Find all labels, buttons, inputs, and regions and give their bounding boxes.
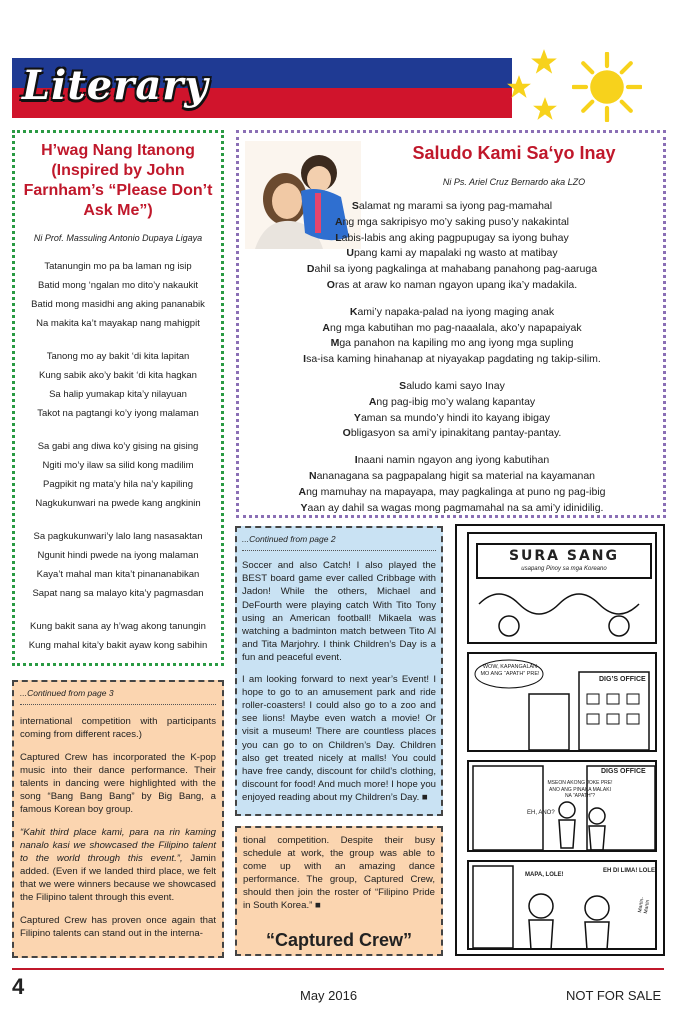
- right-poem-title: Saludo Kami Sa‘yo Inay: [412, 143, 616, 163]
- right-poem-box: [236, 130, 666, 518]
- poem-line-text: ami’y napaka-palad na iyong maging anak: [357, 305, 555, 318]
- comic-sign: DIG’S OFFICE: [599, 676, 646, 683]
- section-title: Literary: [22, 62, 209, 109]
- poem-stanza: [21, 527, 215, 603]
- poem-line-text: alamat ng marami sa iyong pag-mamahal: [358, 200, 553, 212]
- poem-line: [245, 411, 659, 427]
- poem-line-text: aan ay dahil sa wagas mong pagmamahal na sa ami’y idinidilig.: [307, 501, 604, 514]
- poem-line: Na makita ka’t mayakap nang mahigpit: [36, 318, 200, 329]
- acrostic-letter: S: [399, 379, 407, 392]
- poem-line-text: pang kami ay mapalaki ng wasto at matibay: [353, 247, 558, 260]
- right-poem-author: Ni Ps. Ariel Cruz Bernardo aka LZO: [442, 177, 586, 187]
- poem-line-text: naani namin ngayon ang iyong kabutihan: [357, 454, 550, 467]
- poem-line: [245, 262, 659, 278]
- article-paragraph: Captured Crew has incorporated the K-pop music into their dance performance. Their talents in dancing were highlighted with the song “Bang Bang Bang” by Big Bang, a famous Korean boy group.: [20, 752, 216, 815]
- poem-line-text: ras at araw ko naman ngayon upang ika’y madakila.: [334, 278, 578, 291]
- comic-speech-bubble: WOW, KAPANGALAN MO ANG “APATH” PRE!: [480, 664, 540, 677]
- article-quote-paragraph: [20, 826, 216, 904]
- poem-line-text: sa-isa kaming hinahanap at niyayakap pagdating ng takip-silim.: [306, 353, 601, 366]
- acrostic-letter: Y: [353, 411, 361, 424]
- article-quote: “Kahit third place kami, para na rin kaming nanalo kasi we showcased the Filipino talent to the world through this event.”,: [20, 827, 216, 864]
- acrostic-letter: D: [306, 263, 315, 276]
- continued-label: ...Continued from page 2: [242, 534, 436, 551]
- poem-line: [245, 231, 659, 247]
- page-number: 4: [12, 974, 25, 999]
- poem-stanza: [21, 347, 215, 423]
- poem-line: Ngiti mo’y ilaw sa silid kong madilim: [42, 460, 194, 471]
- poem-stanza: [245, 199, 659, 294]
- acrostic-letter: L: [335, 231, 342, 244]
- comic-speech-bubble: MAPA, LOLE!: [525, 872, 564, 878]
- article-quote-tail: Jamin added. (Even if we landed third place, we felt that we were winners because we showcased the Filipino talent through this event.: [20, 853, 216, 903]
- article-paragraph: I am looking forward to next year’s Event! I hope to go to an amusement park and ride roller-coasters! I could also go to a zoo and see lions! Maybe even watch a movie! Or visit a museum! There are countless places you can go to on Children’s Day. Children also get treated nicely at malls! You could have free candy, discount for child’s clothing, discount for food! And much more! I hope you enjoyed reading about my Children’s Day. ■: [242, 673, 436, 804]
- poem-line: Kaya’t mahal man kita’t pinananabikan: [36, 569, 200, 580]
- acrostic-letter: S: [351, 200, 359, 212]
- poem-line: Tatanungin mo pa ba laman ng isip: [44, 261, 192, 272]
- poem-line: [245, 485, 659, 501]
- continued-label: ...Continued from page 3: [20, 688, 216, 705]
- poem-line: [245, 246, 659, 262]
- poem-line: Pagpikit ng mata’y hila na’y kapiling: [43, 479, 193, 490]
- article-paragraph: tional competition. Despite their busy schedule at work, the group was able to come up with an amazing dance performance. The group, Captured Crew, should then join the roster of “Filipino Pride in South Korea.” ■: [243, 835, 435, 911]
- poem-stanza: [245, 305, 659, 368]
- left-poem-title: H’wag Nang Itanong (Inspired by John Farnham’s “Please Don’t Ask Me”): [23, 142, 213, 219]
- comic-strip: [455, 524, 665, 956]
- comic-signature: Martin-Martin: [637, 896, 652, 915]
- poem-line-text: ng mamuhay na mapayapa, may pagkalinga at puno ng pag-ibig: [306, 485, 606, 498]
- left-poem-box: [12, 130, 224, 666]
- comic-panel-title: [467, 532, 657, 644]
- acrostic-letter: I: [303, 353, 307, 366]
- poem-line-text: ng mga sakripisyo mo’y saking puso’y nakakintal: [342, 215, 570, 228]
- acrostic-letter: K: [349, 305, 358, 318]
- poem-line-text: abis-labis ang aking pagpupugay sa iyong buhay: [341, 231, 569, 244]
- poem-line-text: ahil sa iyong pagkalinga at mahabang panahong pag-aaruga: [314, 263, 598, 276]
- poem-line: Kung bakit sana ay h’wag akong tanungin: [30, 621, 206, 632]
- poem-line: [245, 453, 659, 469]
- poem-line: Tanong mo ay bakit ‘di kita lapitan: [46, 351, 190, 362]
- issue-date: May 2016: [300, 988, 358, 1003]
- poem-stanza: [21, 617, 215, 655]
- footer-divider: [12, 968, 664, 970]
- poem-line: Sa pagkukunwari’y lalo lang nasasaktan: [33, 531, 203, 542]
- not-for-sale-note: NOT FOR SALE: [566, 988, 662, 1003]
- poem-line: [245, 352, 659, 368]
- poem-line: [245, 379, 659, 395]
- comic-speech-bubble: EH DI LIMA! LOLE: [603, 868, 655, 874]
- poem-stanza: [245, 379, 659, 442]
- poem-line: Sapat nang sa malayo kita’y pagmasdan: [32, 588, 204, 599]
- left-poem-author: Ni Prof. Massuling Antonio Dupaya Ligaya: [33, 233, 203, 243]
- poem-line-text: ng mga kabutihan mo pag-naaalala, ako’y napapaiyak: [330, 321, 582, 334]
- poem-line: [245, 199, 659, 215]
- poem-line-text: ng pag-ibig mo’y walang kapantay: [376, 395, 536, 408]
- poem-line: Nagkukunwari na pwede kang angkinin: [35, 498, 201, 509]
- poem-line: Takot na pagtangi ko’y iyong malaman: [37, 408, 199, 419]
- poem-line-text: ananagana sa pagpapalang higit sa material na kayamanan: [316, 469, 596, 482]
- acrostic-letter: A: [368, 395, 377, 408]
- article-paragraph: Soccer and also Catch! I also played the BEST board game ever called Cribbage with Jadon! While the others, Michael and DeFourth were playing catch With Tito Tony using an American football! Mikaela was watching a badminton match between Tito Al and Tita Marjohry. I think Children’s Day is a fun and peaceful event.: [242, 560, 436, 664]
- acrostic-letter: N: [308, 469, 317, 482]
- right-poem-stanzas: [245, 199, 659, 527]
- article-continued-box: [12, 680, 224, 958]
- star-icon: [530, 48, 558, 76]
- comic-title: SURA SANG: [508, 548, 620, 564]
- poem-line: [245, 426, 659, 442]
- poem-line: Kung mahal kita’y bakit ayaw kong sabihin: [28, 640, 208, 651]
- article-paragraph: international competition with participants coming from different races.): [20, 716, 216, 740]
- acrostic-letter: O: [326, 278, 335, 291]
- acrostic-letter: A: [298, 485, 307, 498]
- poem-line: Ngunit hindi pwede na iyong malaman: [37, 550, 199, 561]
- poem-line: Batid mong ‘ngalan mo dito’y nakaukit: [37, 280, 198, 291]
- article-title: “Captured Crew”: [265, 930, 413, 950]
- acrostic-letter: A: [334, 215, 343, 228]
- star-icon: [506, 74, 532, 100]
- poem-line: Kung sabik ako’y bakit ‘di kita hagkan: [39, 370, 197, 381]
- poem-line: [245, 305, 659, 321]
- poem-line: [245, 336, 659, 352]
- acrostic-letter: A: [322, 321, 330, 334]
- comic-speech-bubble: MSEON AKONG JOKE PRE! ANO ANG PINAKA MALAKI NA “APATH”?: [547, 780, 613, 799]
- comic-speech-bubble: EH, ANO?: [527, 810, 555, 816]
- poem-line: [245, 321, 659, 337]
- poem-line: [245, 395, 659, 411]
- poem-line-text: bligasyon sa ami’y ipinakitang pantay-pantay.: [350, 427, 562, 440]
- acrostic-letter: M: [330, 337, 340, 350]
- poem-line: Sa halip yumakap kita’y nilayuan: [49, 389, 187, 400]
- poem-line: [245, 501, 659, 517]
- childrens-day-box: [235, 526, 443, 816]
- poem-line: Batid mong masidhi ang aking pananabik: [31, 299, 205, 310]
- sun-icon: [572, 52, 642, 122]
- comic-panel-2: [467, 652, 657, 752]
- poem-line-text: ga panahon na kapiling mo ang iyong mga supling: [339, 337, 574, 350]
- comic-subtitle: usapang Pinoy sa mga Koreano: [521, 566, 607, 572]
- star-icon: [532, 96, 558, 122]
- poem-line: Sa gabi ang diwa ko’y gising na gising: [37, 441, 199, 452]
- poem-line: [245, 278, 659, 294]
- poem-stanza: [245, 453, 659, 516]
- poem-line: [245, 469, 659, 485]
- poem-stanza: [21, 437, 215, 513]
- comic-panel-4: [467, 860, 657, 950]
- article-paragraph: Captured Crew has proven once again that Filipino talents can stand out in the interna-: [20, 915, 216, 939]
- left-poem-stanzas: [21, 257, 215, 655]
- poem-line: [245, 215, 659, 231]
- captured-crew-box: [235, 826, 443, 956]
- poem-line-text: aman sa mundo’y hindi ito kayang ibigay: [360, 411, 551, 424]
- acrostic-letter: I: [354, 454, 358, 467]
- acrostic-letter: Y: [300, 501, 308, 514]
- comic-sign: DIGS OFFICE: [601, 768, 646, 775]
- acrostic-letter: O: [342, 427, 351, 440]
- poem-stanza: [21, 257, 215, 333]
- poem-line-text: aludo kami sayo Inay: [406, 379, 505, 392]
- acrostic-letter: U: [346, 247, 354, 260]
- comic-panel-3: [467, 760, 657, 852]
